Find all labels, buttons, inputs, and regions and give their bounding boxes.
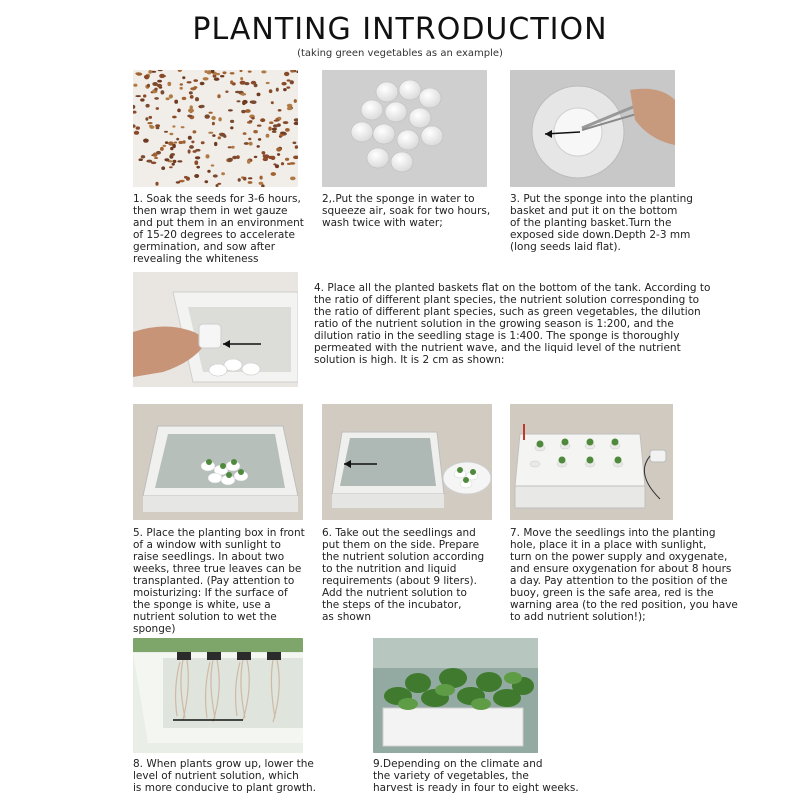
seed <box>228 109 233 111</box>
seed <box>169 133 173 135</box>
seed <box>248 181 253 184</box>
step-8-text: 8. When plants grow up, lower the level of nutrient solution, which is more conducive to plant growth. <box>133 758 317 794</box>
seed <box>285 128 290 132</box>
seed <box>217 94 220 98</box>
seed <box>228 158 233 162</box>
seed <box>154 157 158 159</box>
seed <box>161 166 165 170</box>
seed <box>172 116 177 119</box>
seed <box>217 183 221 185</box>
seed <box>212 122 215 125</box>
seed <box>156 107 159 110</box>
seed <box>176 138 179 141</box>
seed <box>232 156 237 159</box>
basket-in-tank-photo <box>133 272 298 387</box>
seed <box>200 105 205 108</box>
seed <box>166 97 170 100</box>
seed <box>160 75 166 77</box>
seed <box>156 127 160 129</box>
seed <box>230 126 233 129</box>
seed <box>294 99 297 103</box>
seed <box>251 117 255 120</box>
seed <box>172 163 175 166</box>
seed <box>174 100 178 104</box>
seed <box>146 160 152 163</box>
seedling-tank-illustration <box>133 404 303 520</box>
seed <box>188 136 192 140</box>
seed <box>245 109 251 113</box>
seed <box>181 126 185 128</box>
seed <box>169 94 173 98</box>
seed <box>240 77 243 80</box>
step-4-text: 4. Place all the planted baskets flat on the bottom of the tank. According to the ratio of different plant species, the nutrient solution corresponding to the ratio of different plant species, such as green vegetables, the dilution ratio of the nutrient solution in the growing season is 1:200, and the dilution ratio in the seedling stage is 1:400. The sponge is thoroughly permeated with the nutrient wave, and the liquid level of the nutrient solution is high. It is 2 cm as shown: <box>314 282 711 366</box>
page-subtitle: (taking green vegetables as an example) <box>297 48 503 59</box>
tweezers-photo <box>510 70 675 187</box>
seed <box>259 182 264 185</box>
seed <box>133 111 137 114</box>
seed <box>237 100 241 102</box>
seed <box>230 72 235 74</box>
seed <box>253 130 258 133</box>
seed <box>261 70 266 73</box>
seed <box>231 146 234 149</box>
seed <box>287 104 293 108</box>
seed <box>187 115 192 118</box>
seed <box>260 176 263 180</box>
seed <box>285 158 289 161</box>
seed <box>282 82 287 86</box>
step-5-text: 5. Place the planting box in front of a window with sunlight to raise seedlings. In about two weeks, three true leaves can be transplanted. (Pay attention to moisturizing: If the surface of the sponge is white, use a nutrient solution to wet the sponge) <box>133 527 305 635</box>
seed <box>240 70 243 72</box>
seed <box>150 126 155 129</box>
step-7-text: 7. Move the seedlings into the planting hole, place it in a place with sunlight, turn on the power supply and oxygenate, and ensure oxygenation for about 8 hours a day. Pay attention to the position of the buoy, green is the safe area, red is the warning area (to the red position, you have to add nutrient solution!); <box>510 527 738 623</box>
seed <box>286 86 290 88</box>
seed <box>276 88 279 92</box>
seed <box>272 128 277 131</box>
seed <box>258 138 261 141</box>
seed <box>188 149 191 153</box>
seed <box>189 91 193 94</box>
seed <box>209 112 213 114</box>
seed <box>193 150 197 153</box>
seed <box>196 166 200 169</box>
seed <box>220 75 224 77</box>
seed <box>249 142 253 146</box>
seed <box>293 142 297 145</box>
seed <box>173 160 177 163</box>
tweezers-illustration <box>510 70 675 187</box>
seed <box>272 131 277 133</box>
page-title: PLANTING INTRODUCTION <box>192 12 608 47</box>
seed <box>294 122 298 125</box>
seed <box>139 158 143 161</box>
seed <box>205 180 209 183</box>
seed <box>274 120 278 122</box>
seed <box>263 154 266 158</box>
seed <box>287 107 292 110</box>
seed <box>293 156 298 160</box>
seed <box>218 136 221 139</box>
seed <box>135 95 141 97</box>
seed <box>257 93 261 97</box>
seed <box>195 156 200 159</box>
seed <box>140 98 144 101</box>
seed <box>248 71 252 73</box>
seed <box>240 81 246 85</box>
seed <box>200 82 205 86</box>
seed <box>205 70 208 73</box>
roots-photo <box>133 638 303 753</box>
seed <box>182 76 185 79</box>
seed <box>213 174 218 177</box>
seed <box>164 131 168 133</box>
seed <box>143 139 149 143</box>
seed <box>164 158 169 161</box>
seed <box>243 177 247 181</box>
seed <box>190 95 194 99</box>
nutrient-tank-illustration <box>322 404 492 520</box>
seed <box>169 166 173 168</box>
planted-tank-illustration <box>510 404 673 520</box>
seed <box>170 153 175 156</box>
seeds-illustration <box>133 70 298 187</box>
seed <box>141 155 145 158</box>
seed <box>271 101 274 104</box>
seeds-photo <box>133 70 298 187</box>
seed <box>157 80 162 83</box>
seed <box>161 90 165 94</box>
seed <box>134 131 139 135</box>
seed <box>193 130 197 133</box>
seed <box>271 172 276 176</box>
seed <box>290 70 294 73</box>
seed <box>133 124 136 127</box>
seed <box>214 142 217 146</box>
seed <box>180 87 183 90</box>
planted-tank-photo <box>510 404 673 520</box>
roots-illustration <box>133 638 303 753</box>
seed <box>195 97 199 101</box>
seed <box>172 125 175 127</box>
seed <box>223 71 227 74</box>
seed <box>207 170 210 173</box>
seed <box>154 97 159 100</box>
seed <box>240 93 246 96</box>
seed <box>155 182 158 186</box>
seed <box>206 154 210 158</box>
seed <box>165 141 168 144</box>
seed <box>162 145 166 147</box>
seed <box>193 79 198 82</box>
seed <box>144 75 150 79</box>
seed <box>149 116 153 119</box>
seed <box>268 127 271 131</box>
seed <box>212 134 215 137</box>
seed <box>208 132 213 134</box>
seed <box>296 70 298 73</box>
seed <box>242 100 247 104</box>
seedling-tank-photo <box>133 404 303 520</box>
seed <box>187 81 192 83</box>
seed <box>295 145 298 149</box>
seed <box>191 141 194 144</box>
seed <box>276 147 281 151</box>
seed <box>257 145 260 148</box>
seed <box>177 160 182 162</box>
seed <box>254 156 258 158</box>
seed <box>281 162 284 165</box>
step-2-text: 2,.Put the sponge in water to squeeze air, soak for two hours, wash twice with water; <box>322 193 491 229</box>
seed <box>266 134 270 138</box>
seed <box>221 172 225 175</box>
sponges-illustration <box>322 70 487 187</box>
seed <box>190 87 196 90</box>
seed <box>147 84 150 88</box>
seed <box>244 142 249 145</box>
seed <box>186 177 190 181</box>
seed <box>133 105 135 109</box>
seed <box>278 109 282 112</box>
seed <box>154 88 157 91</box>
seed <box>243 132 247 135</box>
seed <box>283 88 287 91</box>
seed <box>182 97 187 100</box>
seed <box>136 126 140 129</box>
seed <box>157 84 162 88</box>
seed <box>290 177 296 181</box>
seed <box>269 121 273 124</box>
seed <box>194 174 199 178</box>
seed <box>167 82 171 86</box>
seed <box>176 181 180 183</box>
seed <box>205 114 210 118</box>
seed <box>133 84 137 87</box>
seed <box>146 104 150 108</box>
seed <box>203 77 209 80</box>
seed <box>269 89 273 93</box>
seed <box>158 70 163 71</box>
seed <box>189 145 194 149</box>
step-3-text: 3. Put the sponge into the planting basket and put it on the bottom of the planting basket.Turn the exposed side down.Depth 2-3 mm (long seeds laid flat). <box>510 193 693 253</box>
seed <box>235 91 241 94</box>
step-9-text: 9.Depending on the climate and the variety of vegetables, the harvest is ready in four to eight weeks. <box>373 758 579 794</box>
seed <box>136 73 142 76</box>
seed <box>262 151 266 154</box>
seed <box>153 153 158 157</box>
nutrient-tank-photo <box>322 404 492 520</box>
seed <box>273 124 278 127</box>
seed <box>284 72 289 76</box>
seed <box>220 133 226 137</box>
seed <box>177 109 181 113</box>
seed <box>179 141 184 144</box>
seed <box>257 125 262 127</box>
seed <box>143 94 146 97</box>
seed <box>230 120 234 123</box>
seed <box>225 91 228 93</box>
sponges-photo <box>322 70 487 187</box>
seed <box>241 110 246 113</box>
seed <box>174 142 177 144</box>
seed <box>251 81 256 85</box>
seed <box>214 78 220 81</box>
seed <box>283 121 289 124</box>
seed <box>290 162 296 165</box>
harvest-illustration <box>373 638 538 753</box>
seed <box>145 117 148 120</box>
seed <box>178 70 182 72</box>
seed <box>194 161 198 165</box>
seed <box>280 132 286 135</box>
seed <box>294 118 298 121</box>
seed <box>250 100 256 103</box>
step-1-text: 1. Soak the seeds for 3-6 hours, then wrap them in wet gauze and put them in an environment of 15-20 degrees to accelerate germination, and sow after revealing the whiteness <box>133 193 304 265</box>
seed <box>218 117 221 121</box>
seed <box>180 83 183 85</box>
seed <box>147 122 152 124</box>
seed <box>290 80 294 84</box>
seed <box>211 116 215 120</box>
seed <box>249 120 253 122</box>
seed <box>211 164 215 166</box>
seed <box>248 138 251 141</box>
basket-illustration <box>133 272 298 387</box>
seed <box>266 82 270 84</box>
seed <box>277 153 280 156</box>
seed <box>201 141 205 144</box>
step-6-text: 6. Take out the seedlings and put them on the side. Prepare the nutrient solution according to the nutrition and liquid requirements (about 9 liters). Add the nutrient solution to the steps of the incubator, as shown <box>322 527 485 623</box>
seed <box>148 70 152 74</box>
seed <box>247 159 251 163</box>
seed <box>172 144 176 148</box>
seed <box>273 163 276 165</box>
seed <box>238 178 241 182</box>
seed <box>160 147 164 151</box>
seed <box>260 118 265 122</box>
seed <box>188 109 194 113</box>
seed <box>248 177 252 179</box>
seed <box>230 80 233 84</box>
harvest-photo <box>373 638 538 753</box>
